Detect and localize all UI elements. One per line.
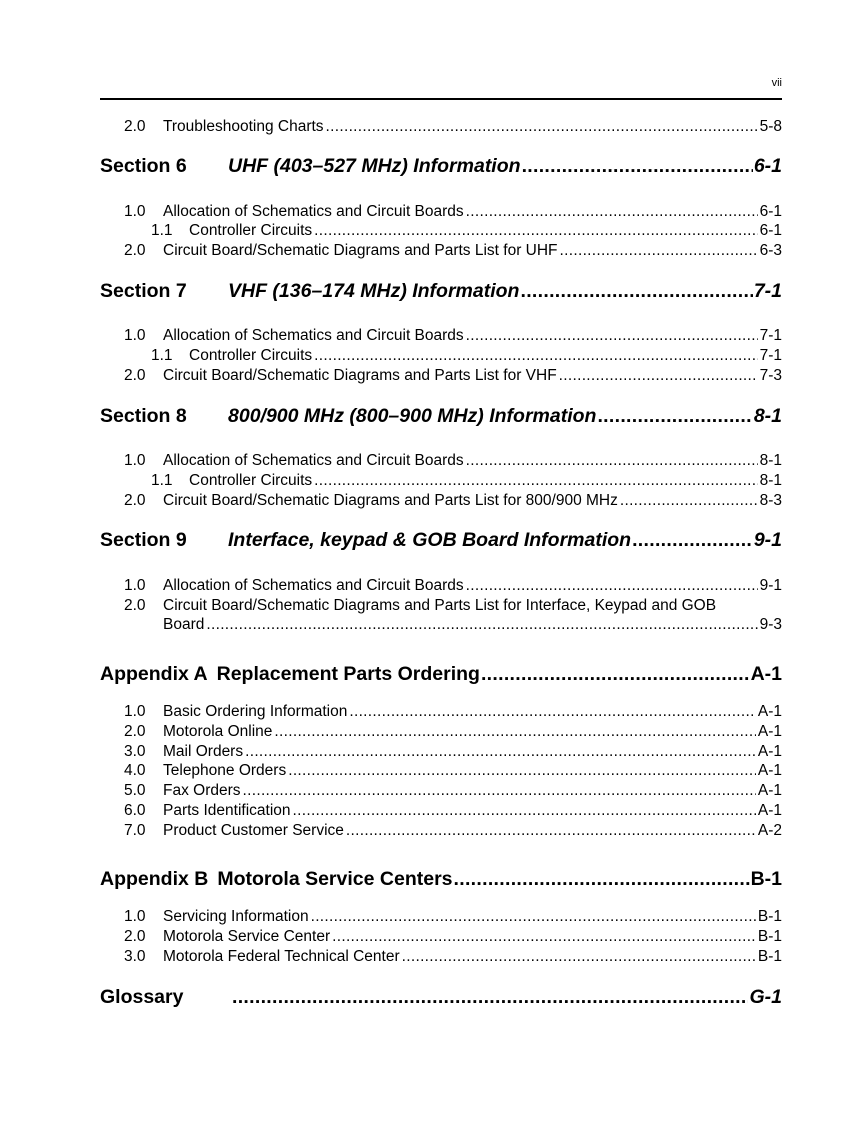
section-label: Section 8 — [100, 405, 187, 427]
dot-leader — [520, 279, 752, 303]
entry-page: A-1 — [757, 762, 782, 779]
dot-leader — [454, 867, 750, 891]
toc-entry-motorola-service-center[interactable] — [124, 927, 782, 946]
section-page: 6-1 — [753, 155, 782, 177]
entry-number: 1.1 — [151, 347, 173, 364]
toc-entry-telephone-orders[interactable] — [124, 761, 782, 780]
entry-page: 8-1 — [759, 452, 782, 469]
dot-leader — [346, 821, 756, 840]
entry-page: A-1 — [757, 743, 782, 760]
glossary-page: G-1 — [749, 986, 782, 1008]
toc-entry-controller-uhf[interactable] — [151, 221, 782, 240]
header-rule — [100, 98, 782, 100]
glossary-label: Glossary — [100, 986, 184, 1008]
toc-section-7[interactable] — [100, 279, 782, 303]
section-page: 8-1 — [753, 405, 782, 427]
entry-title: Circuit Board/Schematic Diagrams and Parts List for 800/900 MHz — [163, 492, 618, 509]
entry-page: 6-3 — [759, 242, 782, 259]
entry-number: 3.0 — [124, 743, 146, 760]
toc-appendix-b[interactable] — [100, 867, 782, 891]
entry-title: Allocation of Schematics and Circuit Boards — [163, 577, 464, 594]
entry-page: 7-1 — [759, 327, 782, 344]
entry-title: Allocation of Schematics and Circuit Boards — [163, 203, 464, 220]
entry-title: Circuit Board/Schematic Diagrams and Parts List for Interface, Keypad and GOB — [163, 597, 717, 614]
entry-page: A-1 — [757, 723, 782, 740]
entry-number: 4.0 — [124, 762, 146, 779]
toc-entry-diagrams-uhf[interactable] — [124, 241, 782, 260]
entry-number: 7.0 — [124, 822, 146, 839]
appendix-label: Appendix B — [100, 868, 209, 890]
entry-title: Controller Circuits — [189, 472, 313, 489]
entry-number: 1.1 — [151, 472, 173, 489]
entry-title: Circuit Board/Schematic Diagrams and Parts List for UHF — [163, 242, 558, 259]
toc-entry-allocation-uhf[interactable] — [124, 202, 782, 221]
dot-leader — [560, 241, 758, 260]
toc-entry-servicing-information[interactable] — [124, 907, 782, 926]
entry-page: B-1 — [757, 908, 782, 925]
entry-page: B-1 — [757, 948, 782, 965]
entry-title: Allocation of Schematics and Circuit Boards — [163, 327, 464, 344]
dot-leader — [402, 947, 756, 966]
entry-title: Fax Orders — [163, 782, 241, 799]
toc-glossary[interactable] — [100, 985, 782, 1009]
entry-page: 9-3 — [759, 616, 782, 633]
dot-leader — [466, 451, 758, 470]
entry-title: Controller Circuits — [189, 347, 313, 364]
dot-leader — [597, 404, 752, 428]
toc-entry-mail-orders[interactable] — [124, 742, 782, 761]
entry-title: Mail Orders — [163, 743, 244, 760]
toc-entry-diagrams-800[interactable] — [124, 491, 782, 510]
entry-title: Motorola Online — [163, 723, 273, 740]
entry-title: Circuit Board/Schematic Diagrams and Parts List for VHF — [163, 367, 557, 384]
section-title: UHF (403–527 MHz) Information — [228, 155, 521, 177]
toc-entry-diagrams-interface-continued[interactable] — [163, 615, 782, 634]
toc-entry-controller-800[interactable] — [151, 471, 782, 490]
section-title: 800/900 MHz (800–900 MHz) Information — [228, 405, 597, 427]
entry-number: 2.0 — [124, 242, 146, 259]
dot-leader — [522, 154, 753, 178]
entry-page: 6-1 — [759, 222, 782, 239]
toc-entry-product-customer-service[interactable] — [124, 821, 782, 840]
toc-entry-allocation-800[interactable] — [124, 451, 782, 470]
entry-number: 1.0 — [124, 203, 146, 220]
entry-page: 7-3 — [759, 367, 782, 384]
page-number: vii — [771, 77, 782, 89]
toc-entry-basic-ordering[interactable] — [124, 702, 782, 721]
entry-number: 1.0 — [124, 703, 146, 720]
toc-section-9[interactable] — [100, 528, 782, 552]
dot-leader — [481, 662, 750, 686]
toc-entry-controller-vhf[interactable] — [151, 346, 782, 365]
toc-entry-motorola-online[interactable] — [124, 722, 782, 741]
entry-number: 1.0 — [124, 908, 146, 925]
entry-number: 3.0 — [124, 948, 146, 965]
dot-leader — [274, 722, 755, 741]
toc-entry-allocation-vhf[interactable] — [124, 326, 782, 345]
entry-number: 1.1 — [151, 222, 173, 239]
toc-entry-parts-identification[interactable] — [124, 801, 782, 820]
section-title: VHF (136–174 MHz) Information — [228, 280, 520, 302]
entry-title: Basic Ordering Information — [163, 703, 348, 720]
toc-section-6[interactable] — [100, 154, 782, 178]
entry-title-continued: Board — [163, 616, 205, 633]
toc-entry-federal-technical-center[interactable] — [124, 947, 782, 966]
entry-number: 2.0 — [124, 928, 146, 945]
dot-leader — [620, 491, 758, 510]
entry-title: Parts Identification — [163, 802, 291, 819]
entry-title: Servicing Information — [163, 908, 309, 925]
dot-leader — [288, 761, 756, 780]
entry-page: A-1 — [757, 703, 782, 720]
entry-number: 1.0 — [124, 452, 146, 469]
appendix-page: B-1 — [750, 868, 782, 890]
dot-leader — [232, 985, 748, 1009]
appendix-label: Appendix A — [100, 663, 208, 685]
toc-entry-diagrams-interface[interactable] — [124, 596, 782, 615]
entry-title: Motorola Service Center — [163, 928, 331, 945]
entry-title: Telephone Orders — [163, 762, 287, 779]
entry-page: A-2 — [757, 822, 782, 839]
dot-leader — [314, 221, 757, 240]
entry-title: Motorola Federal Technical Center — [163, 948, 400, 965]
entry-number: 5.0 — [124, 782, 146, 799]
appendix-title: Replacement Parts Ordering — [216, 663, 480, 685]
toc-entry-diagrams-vhf[interactable] — [124, 366, 782, 385]
entry-title: Product Customer Service — [163, 822, 344, 839]
dot-leader — [206, 615, 757, 634]
dot-leader — [466, 576, 758, 595]
dot-leader — [314, 346, 757, 365]
entry-number: 2.0 — [124, 367, 146, 384]
dot-leader — [245, 742, 756, 761]
dot-leader — [332, 927, 756, 946]
toc-entry-allocation-interface[interactable] — [124, 576, 782, 595]
dot-leader — [632, 528, 753, 552]
entry-page: 8-3 — [759, 492, 782, 509]
section-page: 9-1 — [753, 529, 782, 551]
dot-leader — [559, 366, 758, 385]
dot-leader — [466, 326, 758, 345]
toc-entry-troubleshooting-charts[interactable] — [124, 117, 782, 136]
appendix-title: Motorola Service Centers — [217, 868, 453, 890]
section-label: Section 9 — [100, 529, 187, 551]
dot-leader — [326, 117, 758, 136]
section-page: 7-1 — [753, 280, 782, 302]
section-title: Interface, keypad & GOB Board Information — [228, 529, 632, 551]
entry-title: Troubleshooting Charts — [163, 118, 324, 135]
entry-page: 7-1 — [759, 347, 782, 364]
entry-number: 2.0 — [124, 597, 146, 614]
entry-number: 2.0 — [124, 118, 146, 135]
entry-title: Controller Circuits — [189, 222, 313, 239]
dot-leader — [466, 202, 758, 221]
toc-entry-fax-orders[interactable] — [124, 781, 782, 800]
entry-page: 5-8 — [759, 118, 782, 135]
dot-leader — [311, 907, 756, 926]
entry-page: B-1 — [757, 928, 782, 945]
entry-page: A-1 — [757, 802, 782, 819]
toc-appendix-a[interactable] — [100, 662, 782, 686]
entry-number: 1.0 — [124, 327, 146, 344]
entry-page: 6-1 — [759, 203, 782, 220]
dot-leader — [314, 471, 757, 490]
entry-page: 9-1 — [759, 577, 782, 594]
dot-leader — [349, 702, 756, 721]
toc-section-8[interactable] — [100, 404, 782, 428]
entry-number: 1.0 — [124, 577, 146, 594]
entry-number: 6.0 — [124, 802, 146, 819]
entry-number: 2.0 — [124, 723, 146, 740]
dot-leader — [293, 801, 756, 820]
entry-number: 2.0 — [124, 492, 146, 509]
section-label: Section 6 — [100, 155, 187, 177]
entry-title: Allocation of Schematics and Circuit Boards — [163, 452, 464, 469]
dot-leader — [243, 781, 756, 800]
section-label: Section 7 — [100, 280, 187, 302]
appendix-page: A-1 — [750, 663, 782, 685]
entry-page: A-1 — [757, 782, 782, 799]
entry-page: 8-1 — [759, 472, 782, 489]
